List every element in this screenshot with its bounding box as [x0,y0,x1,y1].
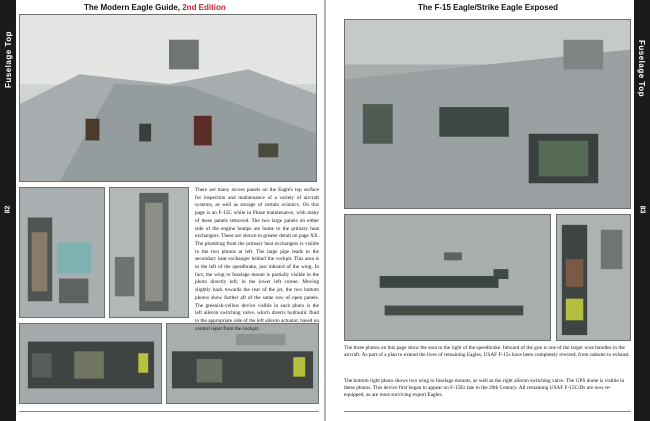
photo-heat-exchanger-plumbing-left [19,187,105,318]
right-bottom-rule [344,411,631,412]
left-bottom-rule [19,411,319,412]
page-number-left: 82 [4,205,12,214]
left-page-header [84,3,226,12]
caption-speedbrake-area: The three photos on this page show the area to the right of the speedbrake. Inboard of the gun is one of the larger wire bundles in the aircraft. As part of a plan to extend the lives of remaining Eagles, USAF F-15s have been completely rewired, from radome to exhaust. [344,345,630,358]
photo-wire-bundle [344,214,551,341]
photo-fuselage-top-overview [19,14,317,182]
edition-label: 2nd Edition [182,3,226,12]
side-tab-left [0,0,16,421]
right-page-header: The F-15 Eagle/Strike Eagle Exposed [418,3,559,12]
photo-wing-fuselage-mounts [556,214,631,341]
side-tab-right [634,0,650,421]
book-title: The Modern Eagle Guide, [84,3,183,12]
side-tab-label: Fuselage Top [4,31,13,88]
photo-aileron-switching-valve-right [166,323,319,404]
photo-aileron-switching-valve-left [19,323,162,404]
body-text: There are many access panels on the Eagle's top surface for inspection and maintenance of a variety of aircraft systems, as well as storage of certain avionics. On this page is an F-15C while in Phase maintenance, with many of these panels removed. The two large panels on either side of the engine humps are home to the primary heat exchangers. These are shown to greater detail on page XX. The plumbing from the primary heat exchangers is visible in the two photos at left. The large pipe leads to the secondary heat exchanger behind the cockpit. This area is to the left of the speedbrake, just inboard of the wing. In fact, the wing to fuselage mount is partially visible in the photo directly left, in the lower left corner. Moving slightly back towards the rear of the jet, the two bottom photos show further aft of the same row of open panels. The greenish-yellow device visible in each photo is the left aileron switching valve, which directs hydraulic fluid to the appropriate side of the left aileron actuator, based on control input from the cockpit. [195,187,319,332]
page-number-right: 83 [638,205,646,214]
side-tab-label: Fuselage Top [637,40,646,97]
photo-heat-exchanger-plumbing-right [109,187,189,318]
caption-wing-mounts: The bottom right photo shows two wing to fuselage mounts, as well as the right aileron switching valve. The GPS dome is visible in these photos. This device first began to appear on F-15Es late in the 20th Century. All remaining USAF F-15C/Ds are now re-equipped, as are most surviving export Eagles. [344,378,625,398]
photo-right-speedbrake-area [344,19,631,209]
page-spine [324,0,326,421]
